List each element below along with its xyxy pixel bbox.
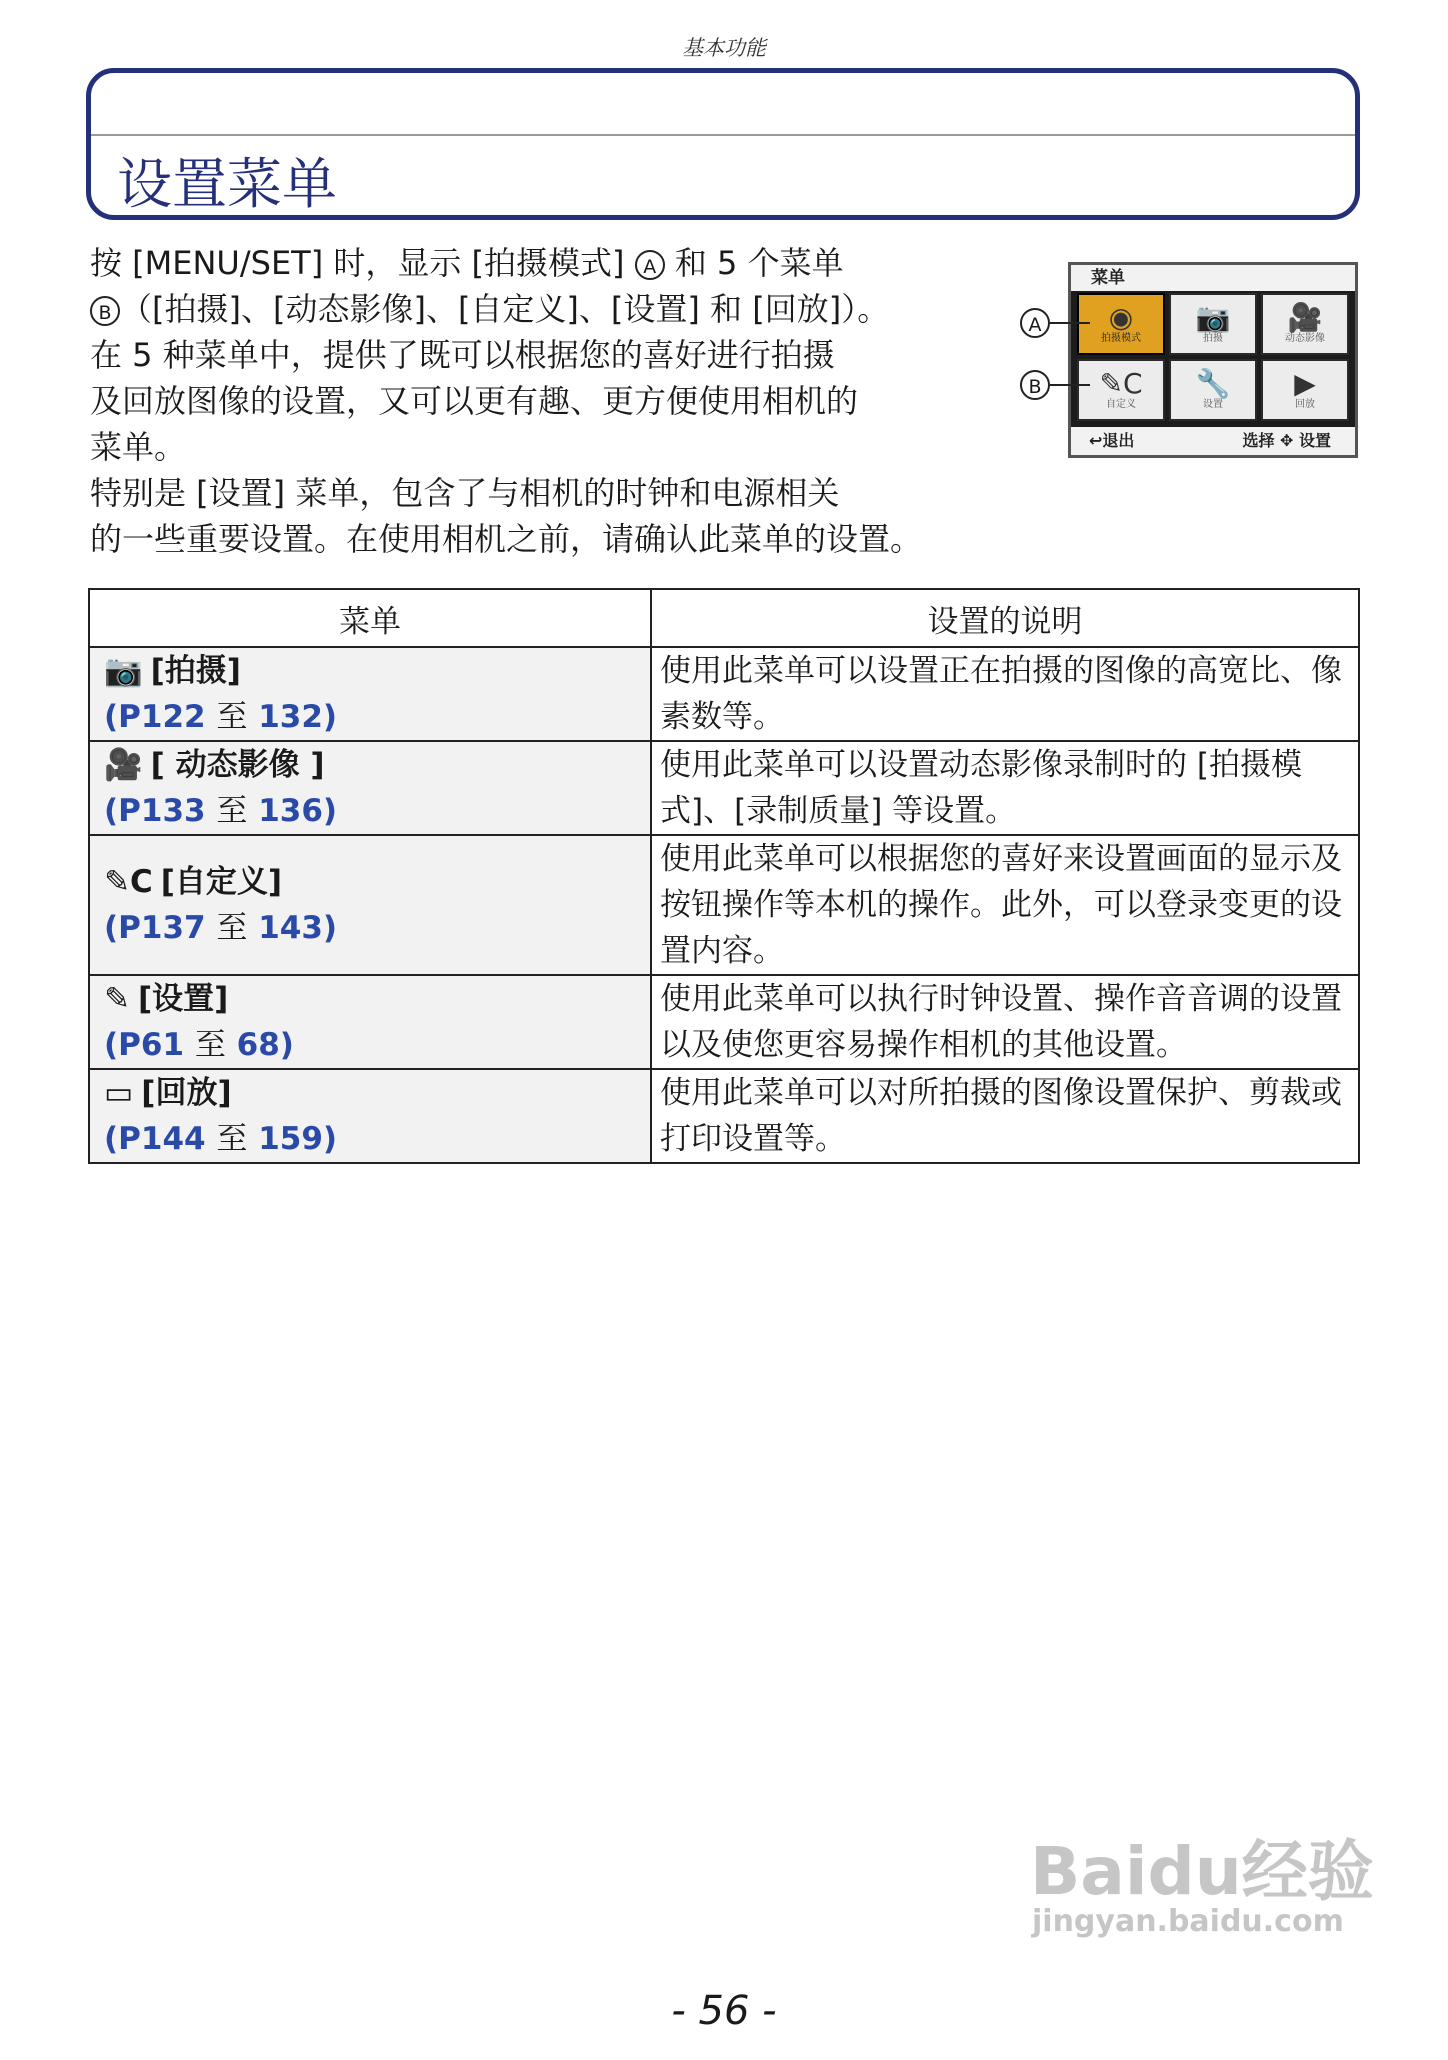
page-reference — [104, 1022, 636, 1068]
intro-paragraph-2-line-1: 特别是 [设置] 菜单，包含了与相机的时钟和电源相关 — [90, 474, 840, 512]
menu-tile-caption: 回放 — [1295, 399, 1315, 410]
menu-tile — [1077, 293, 1165, 355]
page-title: 设置菜单 — [117, 152, 338, 216]
menu-tile — [1077, 359, 1165, 421]
page-reference — [104, 694, 636, 740]
page-ref-end: 159) — [258, 1121, 338, 1157]
intro-paragraph-2 — [90, 470, 1050, 562]
callout-a-marker: A — [1020, 308, 1050, 338]
menu-screen-grid — [1077, 293, 1349, 421]
intro-text-segment: 和 5 个菜单 — [664, 244, 844, 282]
menu-table — [88, 588, 1360, 1164]
page-ref-end: 136) — [258, 793, 338, 829]
section-header: 基本功能 — [682, 36, 766, 60]
menu-name — [104, 1070, 636, 1116]
page-ref-end: 143) — [258, 910, 338, 946]
movie-camera-icon: 🎥 — [1287, 301, 1323, 334]
callout-b — [1020, 370, 1090, 400]
menu-name-cell — [89, 835, 651, 975]
menu-name-cell — [89, 741, 651, 835]
page-ref-end: 68) — [236, 1027, 294, 1063]
menu-description: 使用此菜单可以设置正在拍摄的图像的高宽比、像素数等。 — [651, 647, 1359, 741]
title-box — [86, 68, 1360, 220]
select-set-label: 选择 ✥ 设置 — [1242, 431, 1331, 450]
camera-icon: 📷 — [104, 653, 143, 689]
mode-dial-icon: ◉ — [1108, 301, 1134, 334]
table-row — [89, 1069, 1359, 1163]
intro-text-segment: 菜单。 — [90, 428, 187, 466]
menu-tile — [1261, 359, 1349, 421]
intro-text — [90, 240, 1050, 562]
menu-name-cell — [89, 647, 651, 741]
page-ref-to: 至 — [216, 910, 248, 946]
menu-tile-caption: 动态影像 — [1285, 333, 1325, 344]
page-ref-to: 至 — [194, 1027, 226, 1063]
table-row — [89, 835, 1359, 975]
circled-marker: A — [635, 250, 665, 280]
table-header-menu: 菜单 — [89, 589, 651, 647]
menu-label: [ 动态影像 ] — [150, 747, 325, 783]
page-number: - 56 - — [671, 1988, 777, 2034]
wrench-icon: 🔧 — [1195, 367, 1231, 400]
playback-icon: ▶ — [1294, 367, 1316, 400]
menu-label: [设置] — [137, 981, 229, 1017]
menu-tile — [1169, 293, 1257, 355]
page-ref-to: 至 — [216, 699, 248, 735]
menu-description: 使用此菜单可以根据您的喜好来设置画面的显示及按钮操作等本机的操作。此外，可以登录变更的设置内容。 — [651, 835, 1359, 975]
menu-name-cell — [89, 975, 651, 1069]
callout-a-line — [1050, 322, 1090, 324]
table-row — [89, 975, 1359, 1069]
page-ref-to: 至 — [216, 1121, 248, 1157]
menu-name — [104, 976, 636, 1022]
table-row — [89, 741, 1359, 835]
baidu-watermark: Baidu经验 — [1030, 1833, 1374, 1910]
menu-name — [104, 742, 636, 788]
intro-paragraph-1 — [90, 240, 1050, 470]
menu-name — [104, 648, 636, 694]
intro-text-segment: （[拍摄]、[动态影像]、[自定义]、[设置] 和 [回放]）。 — [120, 290, 890, 328]
menu-screen-title: 菜单 — [1071, 265, 1355, 291]
baidu-watermark-url: jingyan.baidu.com — [1032, 1904, 1344, 1939]
menu-tile-caption: 拍摄模式 — [1101, 333, 1141, 344]
page-ref-end: 132) — [258, 699, 338, 735]
page-ref-start: (P137 — [104, 910, 206, 946]
menu-tile-caption: 自定义 — [1106, 399, 1136, 410]
callout-a — [1020, 308, 1090, 338]
menu-tile — [1261, 293, 1349, 355]
movie-camera-icon: 🎥 — [104, 747, 143, 783]
menu-description: 使用此菜单可以执行时钟设置、操作音音调的设置以及使您更容易操作相机的其他设置。 — [651, 975, 1359, 1069]
page-reference — [104, 905, 636, 951]
camera-icon: 📷 — [1195, 301, 1231, 334]
playback-folder-icon: ▭ — [104, 1075, 134, 1111]
page-ref-start: (P144 — [104, 1121, 206, 1157]
menu-name-cell — [89, 1069, 651, 1163]
intro-text-segment: 按 [MENU/SET] 时，显示 [拍摄模式] — [90, 244, 635, 282]
exit-label: ↩退出 — [1089, 431, 1135, 450]
intro-text-segment: 及回放图像的设置，又可以更有趣、更方便使用相机的 — [90, 382, 859, 420]
page-ref-start: (P61 — [104, 1027, 185, 1063]
custom-wrench-icon: ✎C — [104, 864, 153, 900]
title-rule — [91, 134, 1355, 136]
menu-label: [回放] — [141, 1075, 232, 1111]
wrench-icon: ✎ — [104, 981, 130, 1017]
intro-paragraph-2-line-2: 的一些重要设置。在使用相机之前，请确认此菜单的设置。 — [90, 520, 923, 558]
intro-text-segment: 在 5 种菜单中，提供了既可以根据您的喜好进行拍摄 — [90, 336, 835, 374]
menu-screen-bottom-bar — [1071, 427, 1355, 455]
menu-description: 使用此菜单可以设置动态影像录制时的 [拍摄模式]、[录制质量] 等设置。 — [651, 741, 1359, 835]
menu-description: 使用此菜单可以对所拍摄的图像设置保护、剪裁或打印设置等。 — [651, 1069, 1359, 1163]
circled-marker: B — [90, 296, 120, 326]
custom-wrench-icon: ✎C — [1099, 367, 1143, 400]
page-ref-start: (P122 — [104, 699, 206, 735]
callout-b-marker: B — [1020, 370, 1050, 400]
table-header-description: 设置的说明 — [651, 589, 1359, 647]
page-reference — [104, 1116, 636, 1162]
page-ref-to: 至 — [216, 793, 248, 829]
menu-name — [104, 859, 636, 905]
menu-screen-image — [1068, 262, 1358, 458]
callout-b-line — [1050, 384, 1090, 386]
menu-tile — [1169, 359, 1257, 421]
page-reference — [104, 788, 636, 834]
menu-tile-caption: 拍摄 — [1203, 333, 1223, 344]
page-ref-start: (P133 — [104, 793, 206, 829]
menu-tile-caption: 设置 — [1203, 399, 1223, 410]
table-row — [89, 647, 1359, 741]
menu-label: [自定义] — [160, 864, 283, 900]
table-header-row — [89, 589, 1359, 647]
menu-label: [拍摄] — [150, 653, 241, 689]
